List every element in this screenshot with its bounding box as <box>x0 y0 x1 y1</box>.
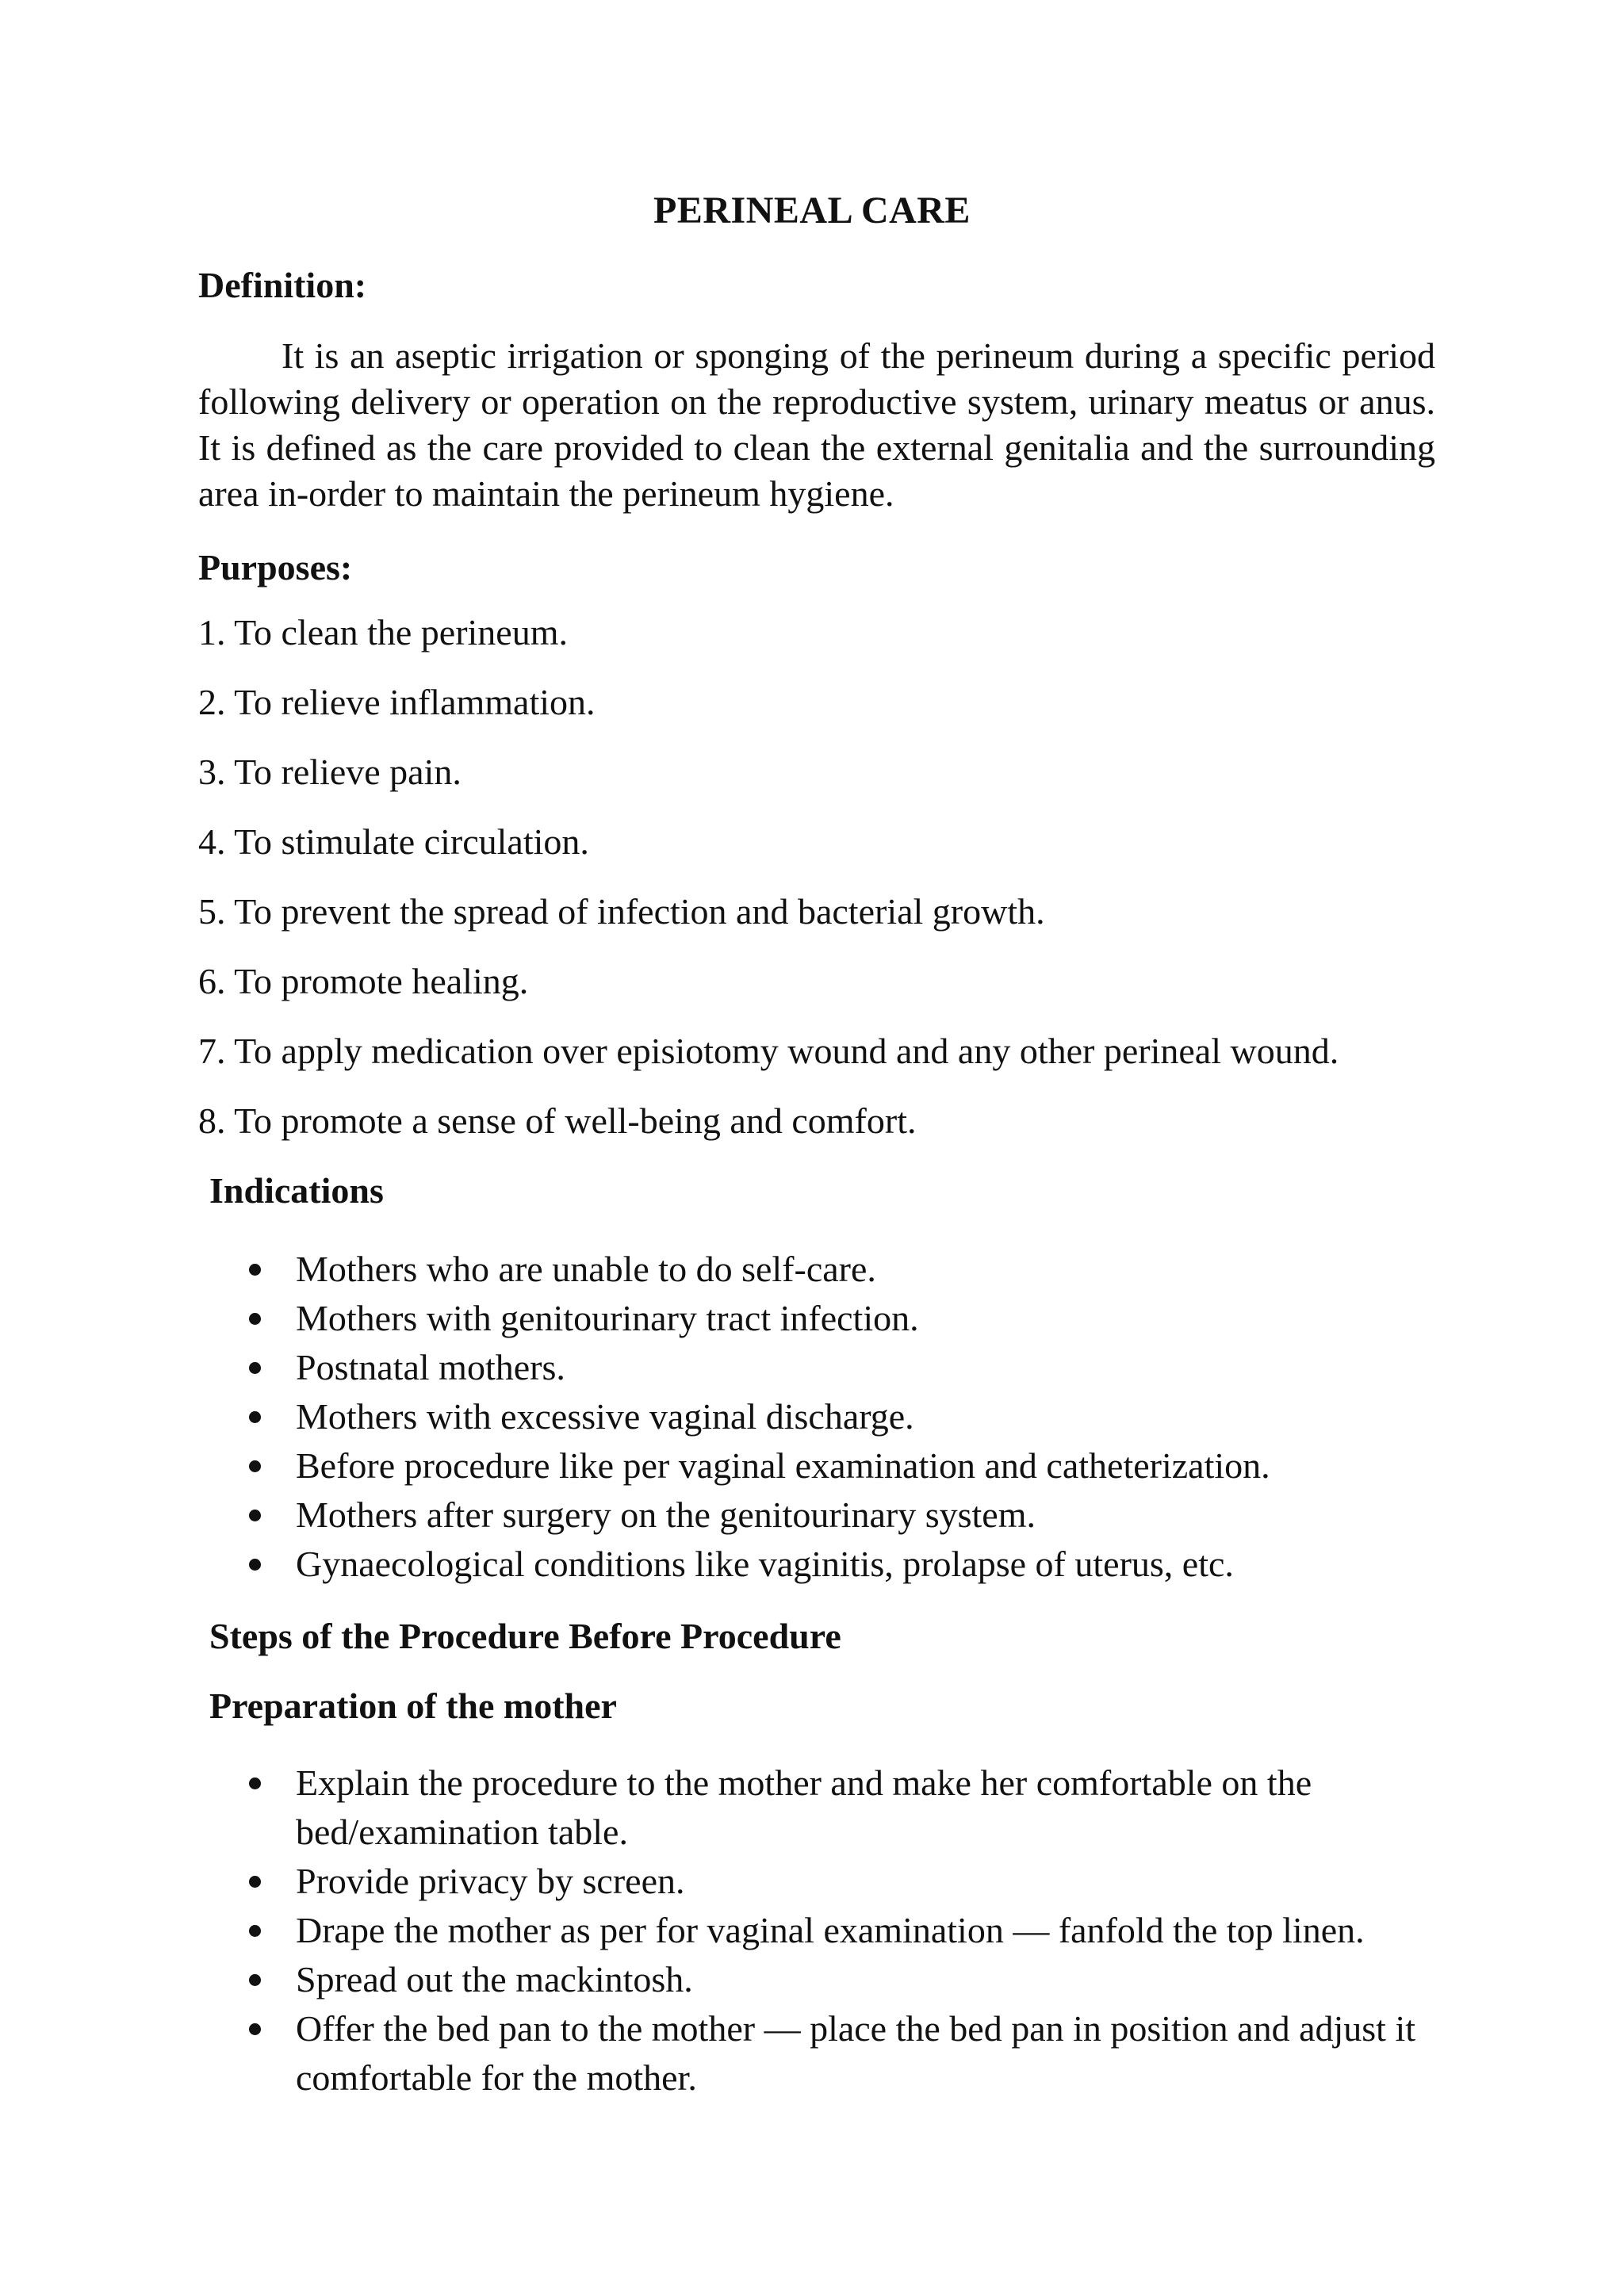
list-item <box>246 1245 1435 1294</box>
list-item <box>246 1540 1435 1589</box>
list-item <box>246 1906 1435 1955</box>
indications-heading: Indications <box>209 1170 384 1211</box>
list-item-text: Gynaecological conditions like vaginitis, prolapse of uterus, etc. <box>296 1544 1234 1584</box>
list-item: 5. To prevent the spread of infection and bacterial growth. <box>198 891 1045 932</box>
list-item: 3. To relieve pain. <box>198 752 462 792</box>
list-item: 8. To promote a sense of well-being and comfort. <box>198 1100 917 1141</box>
list-item-text: Mothers who are unable to do self-care. <box>296 1249 876 1289</box>
page-title: PERINEAL CARE <box>653 189 971 232</box>
bullet-icon <box>249 1313 261 1325</box>
list-item <box>246 2004 1435 2103</box>
purposes-list <box>198 610 1339 1169</box>
purposes-heading: Purposes: <box>198 547 353 587</box>
bullet-icon <box>249 1411 261 1423</box>
list-item-text: Explain the procedure to the mother and make her comfortable on the bed/examination table. <box>296 1762 1312 1852</box>
list-item-text: Before procedure like per vaginal examination and catheterization. <box>296 1445 1270 1486</box>
bullet-icon <box>249 1460 261 1472</box>
list-item-text: Provide privacy by screen. <box>296 1861 685 1901</box>
bullet-icon <box>249 1876 261 1888</box>
bullet-icon <box>249 1974 261 1986</box>
list-item: 7. To apply medication over episiotomy wound and any other perineal wound. <box>198 1031 1339 1071</box>
definition-paragraph <box>198 333 1435 517</box>
list-item: 6. To promote healing. <box>198 961 529 1001</box>
list-item <box>246 1857 1435 1906</box>
bullet-icon <box>249 1559 261 1571</box>
bullet-icon <box>249 1264 261 1276</box>
bullet-icon <box>249 2023 261 2035</box>
steps-heading: Steps of the Procedure Before Procedure <box>209 1616 841 1656</box>
list-item-text: Mothers with genitourinary tract infection. <box>296 1298 919 1338</box>
definition-heading: Definition: <box>198 265 367 305</box>
bullet-icon <box>249 1510 261 1521</box>
list-item-text: Mothers with excessive vaginal discharge. <box>296 1396 914 1437</box>
list-item-text: Spread out the mackintosh. <box>296 1959 693 1999</box>
bullet-icon <box>249 1362 261 1374</box>
list-item: 2. To relieve inflammation. <box>198 682 596 722</box>
list-item-text: Mothers after surgery on the genitourinary system. <box>296 1494 1036 1535</box>
bullet-icon <box>249 1925 261 1937</box>
list-item-text: Postnatal mothers. <box>296 1347 565 1387</box>
list-item <box>246 1441 1435 1490</box>
indications-list <box>246 1245 1435 1589</box>
preparation-list <box>246 1758 1435 2103</box>
list-item: 4. To stimulate circulation. <box>198 821 589 862</box>
list-item <box>246 1758 1435 1857</box>
definition-text: It is an aseptic irrigation or sponging of the perineum during a specific period following delivery or operation on the reproductive system, urinary meatus or anus. It is defined as the care provided to clean the external genitalia and the surrounding area in-order to maintain the perineum hygiene. <box>198 335 1435 514</box>
list-item-text: Offer the bed pan to the mother — place the bed pan in position and adjust it comfortable for the mother. <box>296 2008 1416 2098</box>
list-item-text: Drape the mother as per for vaginal examination — fanfold the top linen. <box>296 1910 1365 1950</box>
list-item <box>246 1490 1435 1540</box>
list-item <box>246 1343 1435 1392</box>
list-item <box>246 1955 1435 2004</box>
list-item: 1. To clean the perineum. <box>198 612 568 652</box>
list-item <box>246 1392 1435 1441</box>
bullet-icon <box>249 1777 261 1789</box>
preparation-heading: Preparation of the mother <box>209 1686 617 1726</box>
list-item <box>246 1294 1435 1343</box>
